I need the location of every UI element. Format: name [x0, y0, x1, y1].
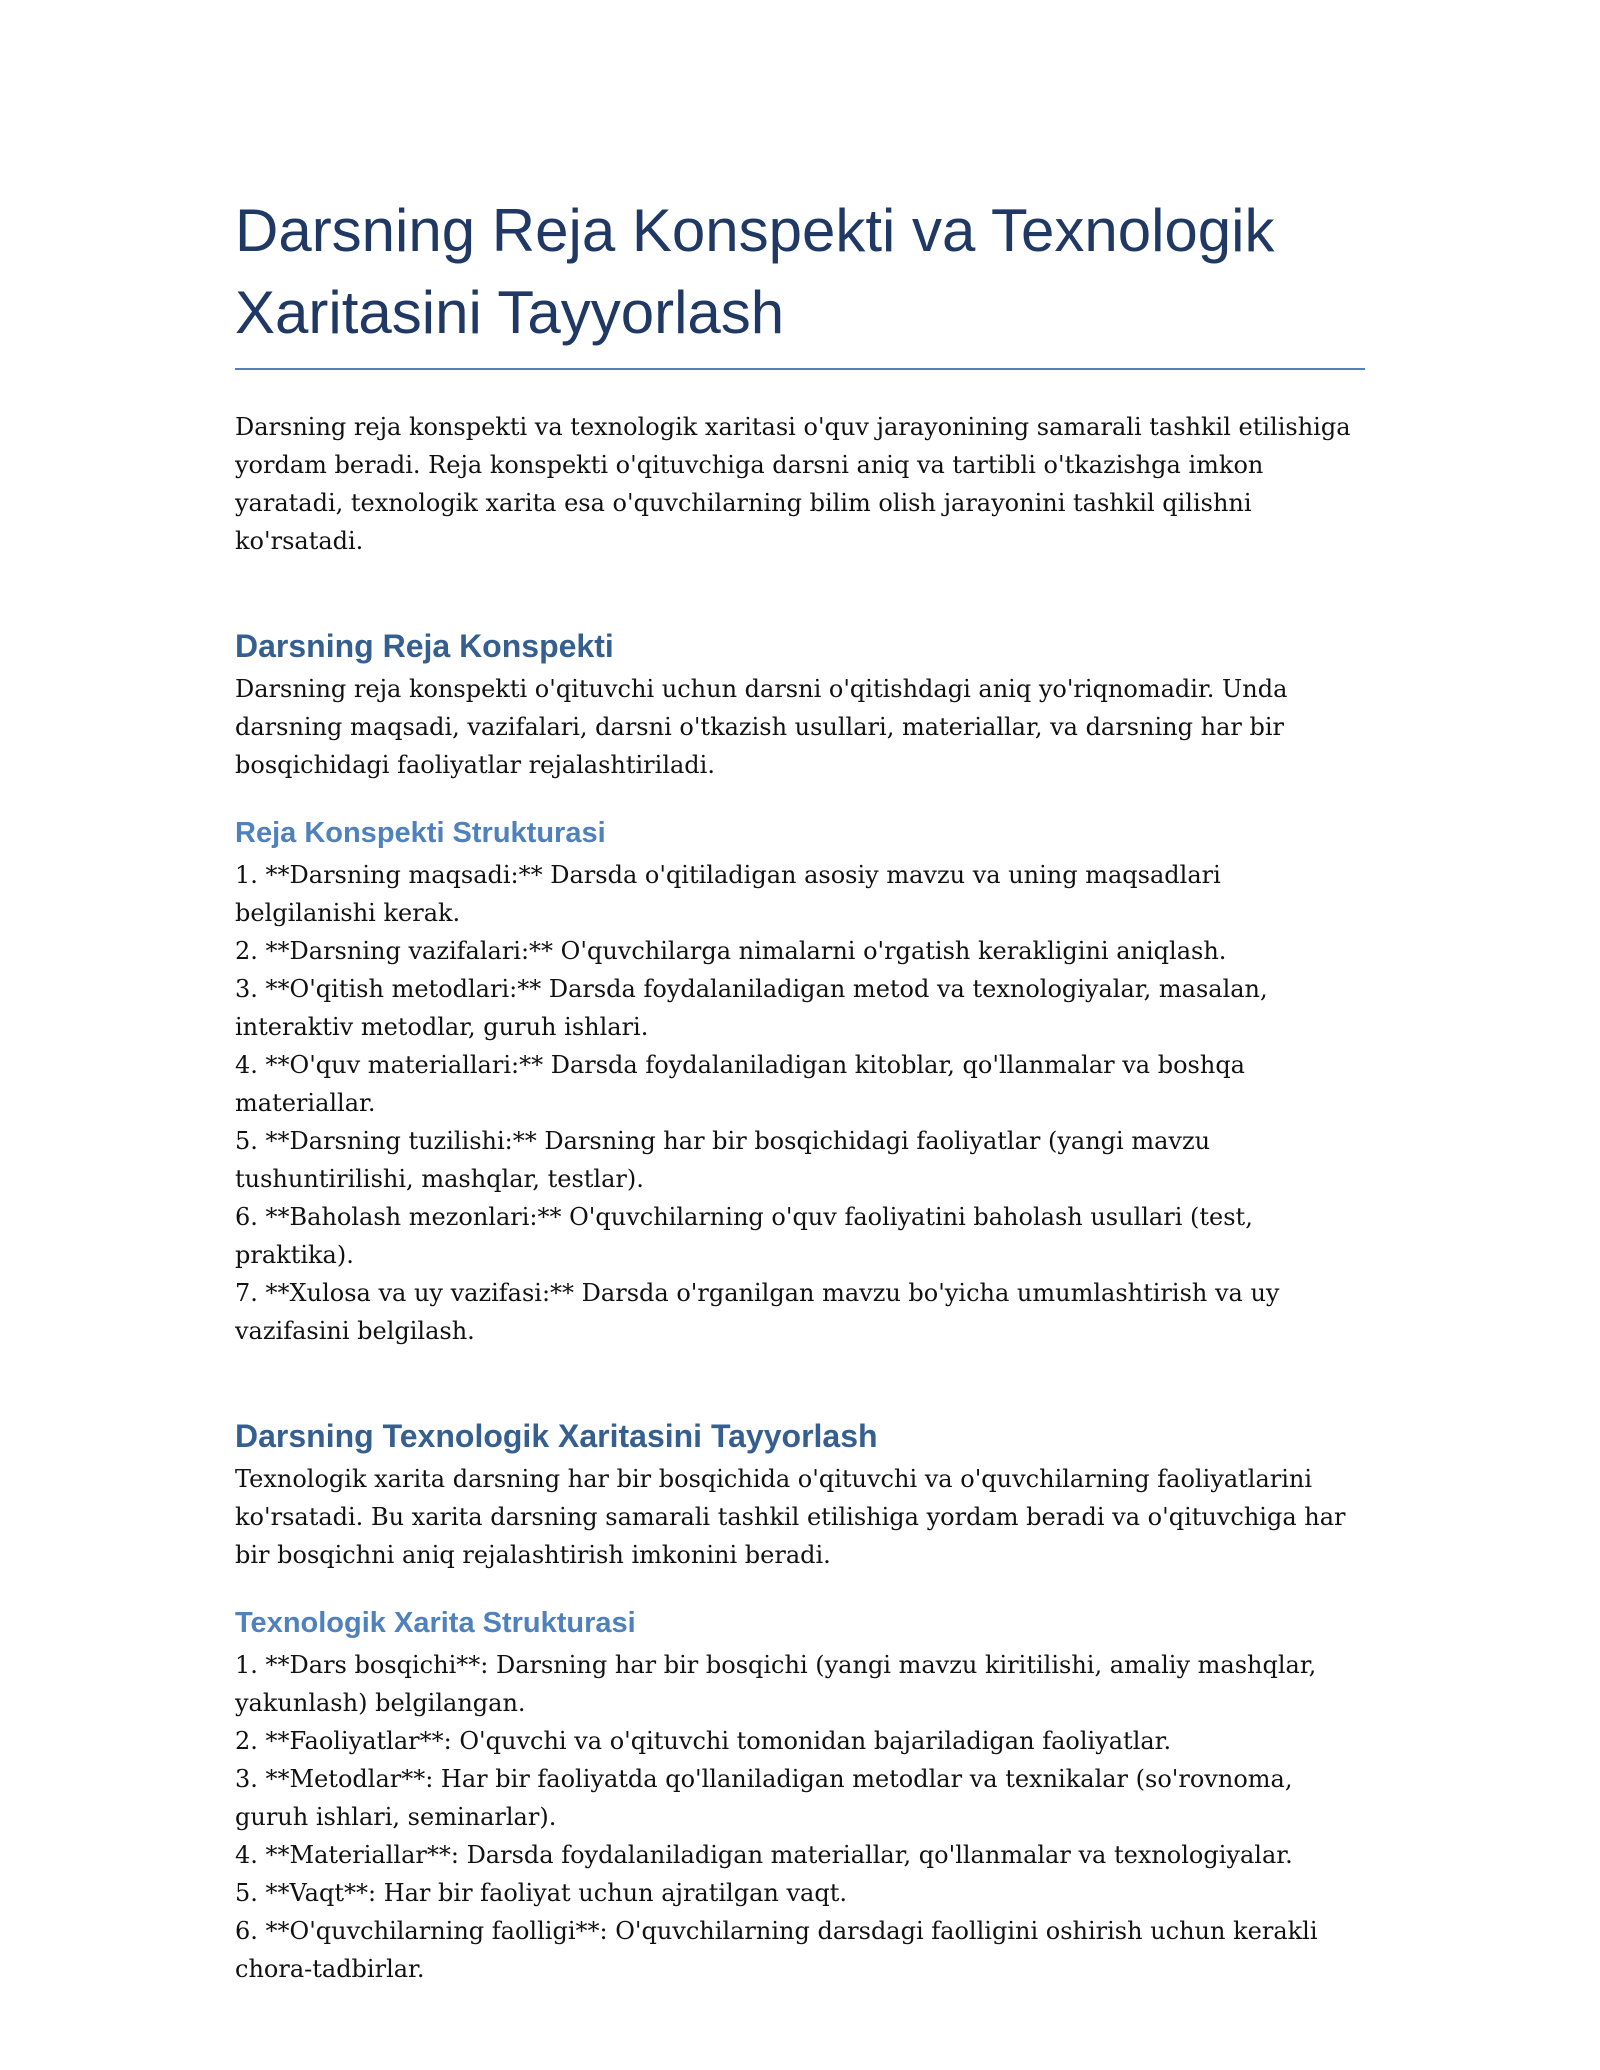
list-item: 1. **Dars bosqichi**: Darsning har bir bosqichi (yangi mavzu kiritilishi, amaliy mashqlar, yakunlash) belgilangan.	[235, 1651, 1317, 1717]
document-page	[235, 190, 1365, 1988]
section-heading-texnologik-xarita: Darsning Texnologik Xaritasini Tayyorlash	[235, 1418, 878, 1454]
list-item: 6. **O'quvchilarning faolligi**: O'quvchilarning darsdagi faolligini oshirish uchun kerakli chora-tadbirlar.	[235, 1917, 1318, 1983]
list-item: 5. **Darsning tuzilishi:** Darsning har bir bosqichidagi faoliyatlar (yangi mavzu tushuntirilishi, mashqlar, testlar).	[235, 1127, 1211, 1193]
section-paragraph-reja-konspekti: Darsning reja konspekti o'qituvchi uchun darsni o'qitishdagi aniq yo'riqnomadir. Unda darsning maqsadi, vazifalari, darsni o'tkazish usullari, materiallar, va darsning har bir bosqichidagi faoliyatlar rejalashtiriladi.	[235, 675, 1288, 779]
subheading-texnologik-xarita-strukturasi: Texnologik Xarita Strukturasi	[235, 1607, 636, 1639]
list-item: 2. **Darsning vazifalari:** O'quvchilarga nimalarni o'rgatish kerakligini aniqlash.	[235, 937, 1227, 965]
list-item: 3. **O'qitish metodlari:** Darsda foydalaniladigan metod va texnologiyalar, masalan, interaktiv metodlar, guruh ishlari.	[235, 975, 1268, 1041]
list-item: 1. **Darsning maqsadi:** Darsda o'qitiladigan asosiy mavzu va uning maqsadlari belgilanishi kerak.	[235, 861, 1221, 927]
section-heading-reja-konspekti: Darsning Reja Konspekti	[235, 628, 614, 664]
list-item: 6. **Baholash mezonlari:** O'quvchilarning o'quv faoliyatini baholash usullari (test, praktika).	[235, 1203, 1253, 1269]
list-item: 7. **Xulosa va uy vazifasi:** Darsda o'rganilgan mavzu bo'yicha umumlashtirish va uy vazifasini belgilash.	[235, 1279, 1280, 1345]
list-item: 4. **Materiallar**: Darsda foydalaniladigan materiallar, qo'llanmalar va texnologiyalar.	[235, 1841, 1293, 1869]
list-item: 3. **Metodlar**: Har bir faoliyatda qo'llaniladigan metodlar va texnikalar (so'rovnoma, guruh ishlari, seminarlar).	[235, 1765, 1293, 1831]
list-item: 4. **O'quv materiallari:** Darsda foydalaniladigan kitoblar, qo'llanmalar va boshqa materiallar.	[235, 1051, 1245, 1117]
document-title: Darsning Reja Konspekti va Texnologik Xaritasini Tayyorlash	[235, 197, 1275, 346]
texnologik-xarita-list	[235, 1646, 1365, 1988]
list-item: 5. **Vaqt**: Har bir faoliyat uchun ajratilgan vaqt.	[235, 1879, 847, 1907]
intro-paragraph: Darsning reja konspekti va texnologik xaritasi o'quv jarayonining samarali tashkil etilishiga yordam beradi. Reja konspekti o'qituvchiga darsni aniq va tartibli o'tkazishga imkon yaratadi, texnologik xarita esa o'quvchilarning bilim olish jarayonini tashkil qilishni ko'rsatadi.	[235, 413, 1351, 555]
title-underline	[235, 368, 1365, 370]
reja-konspekti-list	[235, 856, 1365, 1350]
subheading-reja-konspekti-strukturasi: Reja Konspekti Strukturasi	[235, 817, 606, 849]
list-item: 2. **Faoliyatlar**: O'quvchi va o'qituvchi tomonidan bajariladigan faoliyatlar.	[235, 1727, 1172, 1755]
section-paragraph-texnologik-xarita: Texnologik xarita darsning har bir bosqichida o'qituvchi va o'quvchilarning faoliyatlarini ko'rsatadi. Bu xarita darsning samarali tashkil etilishiga yordam beradi va o'qituvchiga har bir bosqichni aniq rejalashtirish imkonini beradi.	[235, 1465, 1346, 1569]
